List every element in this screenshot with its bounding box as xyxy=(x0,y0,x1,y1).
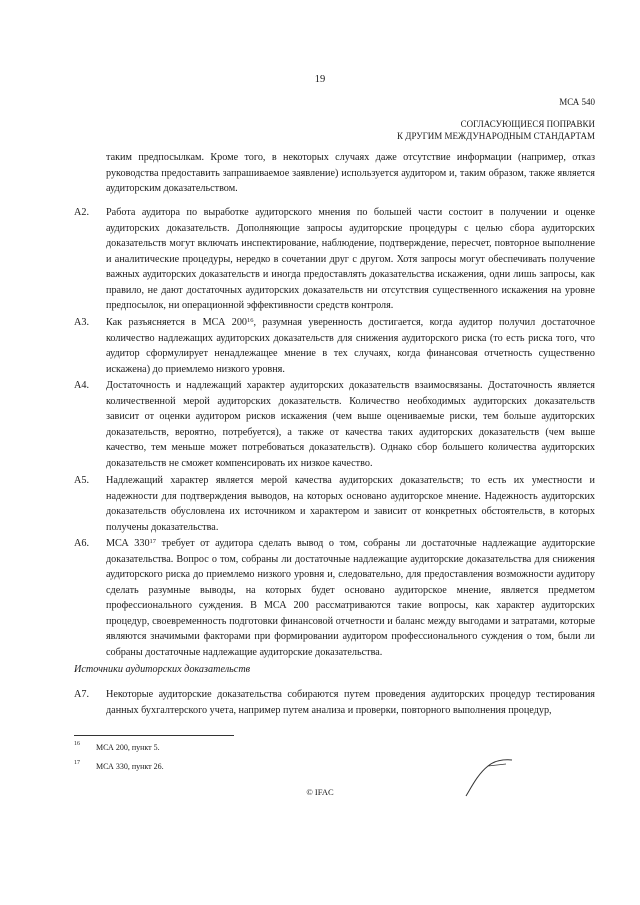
paragraph-text-start: МСА 330 xyxy=(106,538,150,549)
footnote-ref: 16 xyxy=(247,317,254,324)
paragraph-text-end: , разумная уверенность достигается, когда аудитор получил достаточное количество надлежащих аудиторских доказательств для снижения аудиторского риска (то есть риска того, что аудитор сформулирует ненадлежащее мнение в тех случаях, когда финансовая отчетность существенно искажена) до приемлемо низкого уровня. xyxy=(106,317,595,375)
paragraph-text: Некоторые аудиторские доказательства собираются путем проведения аудиторских процедур тестирования данных бухгалтерского учета, например путем анализа и проверки, повторного выполнения процедур, xyxy=(106,689,595,716)
intro-paragraph: таким предпосылкам. Кроме того, в некоторых случаях даже отсутствие информации (например, отказ руководства предоставить запрашиваемое заявление) используется аудитором и, таким образом, также является аудиторским доказательством. xyxy=(106,152,595,194)
paragraph-number: A7. xyxy=(74,689,89,700)
footnote-text: МСА 330, пункт 26. xyxy=(96,762,164,771)
header-title-line-1: СОГЛАСУЮЩИЕСЯ ПОПРАВКИ xyxy=(460,119,595,129)
paragraph-text: Достаточность и надлежащий характер аудиторских доказательств взаимосвязаны. Достаточность является количественной мерой аудиторских доказательств. Количество необходимых аудиторских доказательств зависит от оценки аудитором рисков искажения (чем выше оцениваемые риски, тем больше аудиторских доказательств, вероятно, потребуется), а также от качества таких аудиторских доказательств (чем выше качество, тем меньше может потребоваться доказательств). Однако сбор большего количества аудиторских доказательств не сможет компенсировать их низкое качество. xyxy=(106,380,595,469)
paragraph-number: A6. xyxy=(74,538,89,549)
footnote-text: МСА 200, пункт 5. xyxy=(96,743,160,752)
paragraph-number: A4. xyxy=(74,380,89,391)
paragraph-a6 xyxy=(74,536,595,660)
footnote-17 xyxy=(74,762,164,771)
paragraph-text-end: требует от аудитора сделать вывод о том, собраны ли достаточные надлежащие аудиторские доказательства. Вопрос о том, собраны ли достаточные надлежащие аудиторские доказательства для снижения аудиторского риска до приемлемо низкого уровня и, следовательно, для предоставления возможности аудитору сделать разумные выводы, на которых будет основано аудиторское мнение, является предметом профессионального суждения. В МСА 200 рассматриваются такие вопросы, как характер аудиторских процедур, своевременность подготовки финансовой отчетности и баланс между выгодами и затратами, которые являются значимыми факторами при формировании аудитором профессионального суждения о том, были ли собраны достаточные надлежащие аудиторские доказательства. xyxy=(106,538,595,658)
footnote-number: 17 xyxy=(74,760,80,766)
page-number: 19 xyxy=(314,74,326,85)
copyright-notice: © IFAC xyxy=(306,787,334,797)
paragraph-text-start: Как разъясняется в МСА 200 xyxy=(106,317,248,328)
paragraph-text xyxy=(106,315,595,377)
paragraph-a4 xyxy=(74,378,595,471)
paragraph-number: A3. xyxy=(74,317,89,328)
paragraph-a5 xyxy=(74,473,595,535)
footnote-divider xyxy=(74,735,234,736)
paragraph-a3 xyxy=(74,315,595,377)
header-title xyxy=(397,118,595,142)
paragraph-a2 xyxy=(74,205,595,314)
paragraph-number: A5. xyxy=(74,475,89,486)
paragraph-text: Надлежащий характер является мерой качества аудиторских доказательств; то есть их уместности и надежности для подтверждения выводов, на которых основано аудиторское мнение. Надежность аудиторских доказательств обусловлена их источником и характером и зависит от конкретных обстоятельств, в которых получены доказательства. xyxy=(106,475,595,533)
footnote-16 xyxy=(74,743,160,752)
paragraph-a7 xyxy=(74,687,595,718)
header-title-line-2: К ДРУГИМ МЕЖДУНАРОДНЫМ СТАНДАРТАМ xyxy=(397,131,595,141)
paragraph-text: Работа аудитора по выработке аудиторского мнения по большей части состоит в получении и оценке аудиторских доказательств. Дополняющие запросы аудиторские процедуры с целью сбора аудиторских доказательств могут включать инспектирование, наблюдение, подтверждение, пересчет, повторное выполнение и аналитические процедуры, нередко в сочетании друг с другом. Хотя запросы могут обеспечивать получение важных аудиторских доказательств и иногда предоставлять доказательства искажения, одни лишь запросы, как правило, не дают достаточных аудиторских доказательств ни отсутствия существенного искажения на уровне предпосылок, ни операционной эффективности средств контроля. xyxy=(106,207,595,311)
paragraph-text xyxy=(106,536,595,660)
footnote-ref: 17 xyxy=(149,538,157,545)
section-heading: Источники аудиторских доказательств xyxy=(74,664,251,675)
footnote-number: 16 xyxy=(74,741,80,747)
document-code: МСА 540 xyxy=(559,97,595,107)
paragraph-number: A2. xyxy=(74,207,89,218)
